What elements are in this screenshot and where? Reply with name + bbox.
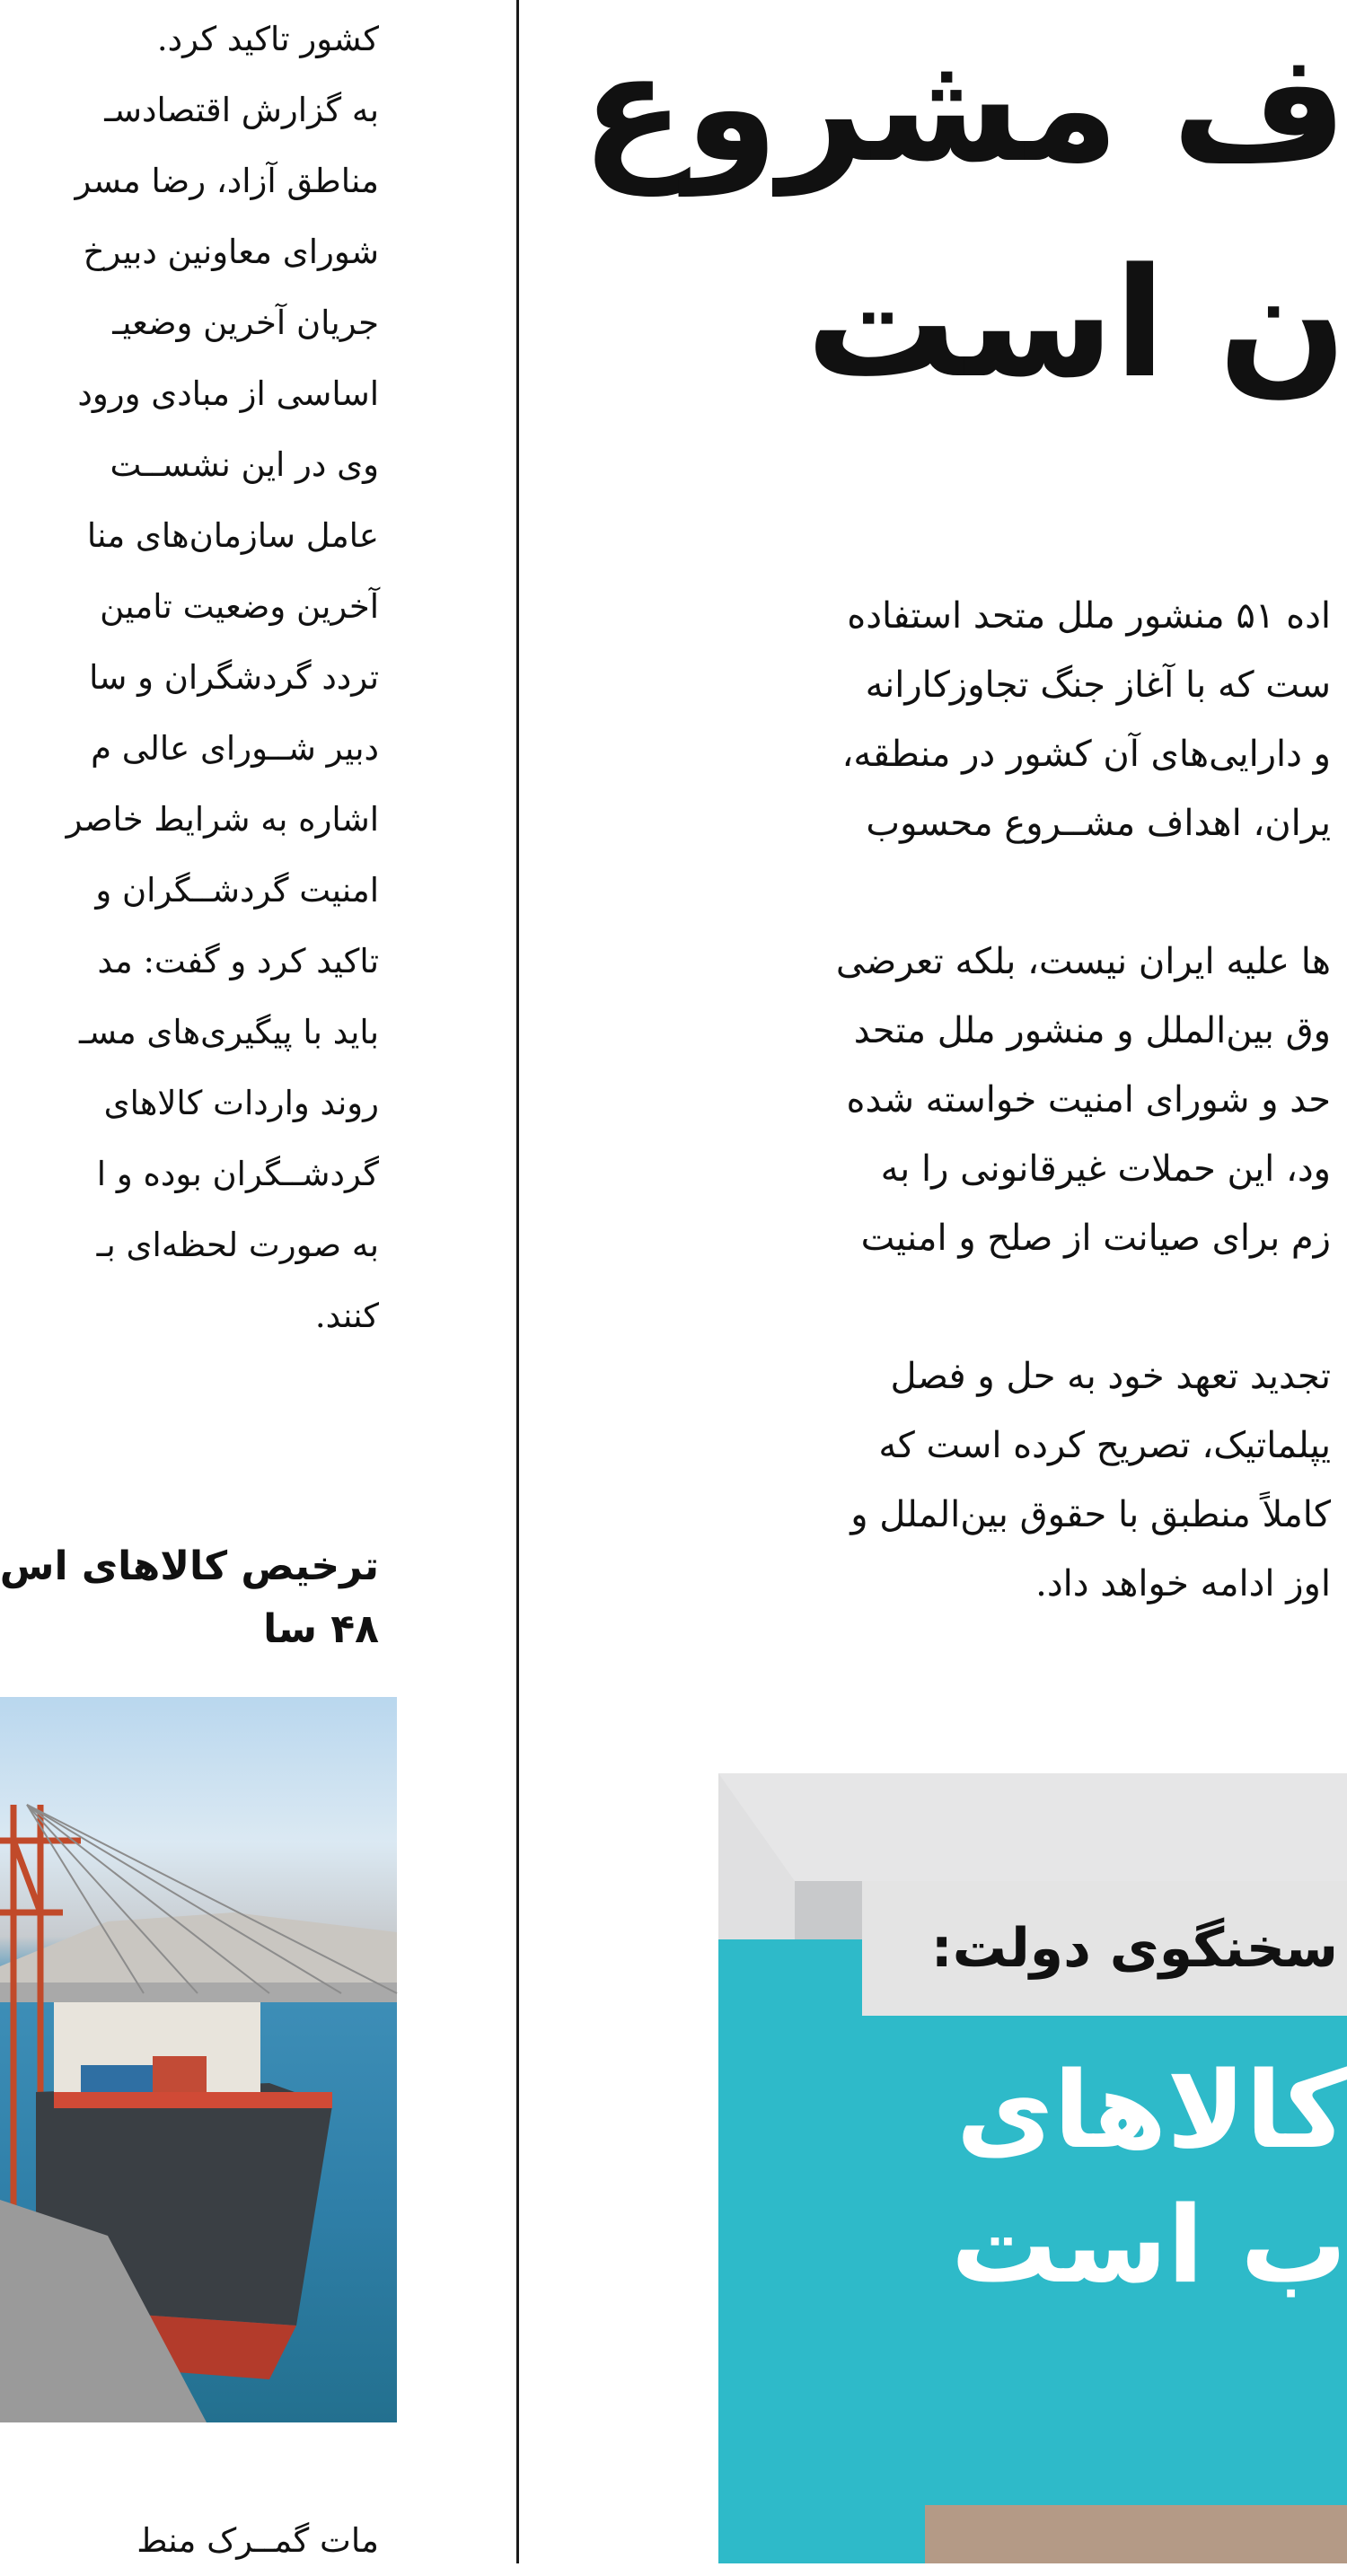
box-title	[862, 2043, 1347, 2312]
article-line: مات گمــرک منط	[136, 2521, 379, 2560]
column-divider	[516, 0, 519, 2563]
article-line: اساسی از مبادی ورود	[77, 374, 379, 413]
article-line: اشاره به شرایط خاصر	[66, 800, 379, 839]
main-headline-line-2: ن است	[806, 235, 1347, 411]
article-line: وق بین‌الملل و منشور ملل متحد	[853, 1010, 1331, 1051]
article-line: یران، اهداف مشــروع محسوب	[866, 803, 1331, 844]
main-headline-line-1: ف مشروع	[581, 20, 1347, 196]
box-label: سخنگوی دولت:	[930, 1917, 1338, 1980]
article-line: عامل سازمان‌های منا	[86, 516, 379, 555]
paragraph-gap	[711, 1273, 1331, 1342]
left-bottom-text	[0, 2505, 379, 2576]
box-photo-strip	[925, 2505, 1347, 2563]
article-line: به صورت لحظه‌ای بـ	[96, 1226, 379, 1264]
article-line: آخرین وضعیت تامین	[100, 587, 379, 626]
spokesperson-feature-box	[718, 1773, 1347, 2563]
box-title-line: کالاهای	[955, 2048, 1347, 2172]
article-line: زم برای صیانت از صلح و امنیت	[860, 1218, 1331, 1259]
article-line: اوز ادامه خواهد داد.	[1035, 1563, 1331, 1605]
port-photo	[0, 1697, 397, 2422]
article-line: ها علیه ایران نیست، بلکه تعرضی	[835, 941, 1331, 982]
box-label-panel	[862, 1881, 1347, 2016]
article-line: تاکید کرد و گفت: مد	[97, 942, 379, 980]
article-line: کاملاً منطبق با حقوق بین‌الملل و	[850, 1494, 1331, 1535]
article-line: یپلماتیک، تصریح کرده است که	[878, 1425, 1331, 1466]
article-line: و دارایی‌های آن کشور در منطقه،	[841, 734, 1331, 775]
article-line: ست که با آغاز جنگ تجاوزکارانه	[865, 664, 1331, 706]
article-line: تردد گردشگران و سا	[89, 658, 379, 697]
paragraph-gap	[711, 858, 1331, 928]
article-line: کشور تاکید کرد.	[156, 20, 379, 58]
left-column	[0, 0, 395, 2563]
left-article-text	[0, 4, 379, 1351]
article-line: جریان آخرین وضعیـ	[112, 303, 379, 342]
article-line: شورای معاونین دبیرخ	[83, 233, 379, 271]
article-line: امنیت گردشــگران و	[95, 871, 379, 910]
article-line: کنند.	[314, 1297, 379, 1335]
main-article-text	[711, 582, 1331, 1619]
article-line: ود، این حملات غیرقانونی را به	[880, 1148, 1331, 1190]
article-line: روند واردات کالاهای	[103, 1084, 379, 1122]
box-title-line: ب است	[950, 2183, 1347, 2307]
subheadline-line: ترخیص کالاهای اس	[0, 1543, 379, 1589]
article-line: گردشــگران بوده و ا	[96, 1155, 379, 1193]
left-subheadline	[0, 1535, 379, 1661]
subheadline-line: ۴۸ سا	[263, 1606, 379, 1652]
article-line: تجدید تعهد خود به حل و فصل	[890, 1356, 1331, 1397]
article-line: باید با پیگیری‌های مسـ	[79, 1013, 379, 1051]
article-line: حد و شورای امنیت خواسته شده	[846, 1079, 1331, 1121]
article-line: به گزارش اقتصادسـ	[104, 91, 379, 129]
article-line: وی در این نشســت	[110, 445, 379, 484]
port-photo-illustration	[0, 1697, 397, 2422]
article-line: مناطق آزاد، رضا مسر	[75, 162, 379, 200]
article-line: دبیر شــورای عالی م	[91, 729, 379, 768]
article-line: اده ۵۱ منشور ملل متحد استفاده	[847, 595, 1331, 637]
